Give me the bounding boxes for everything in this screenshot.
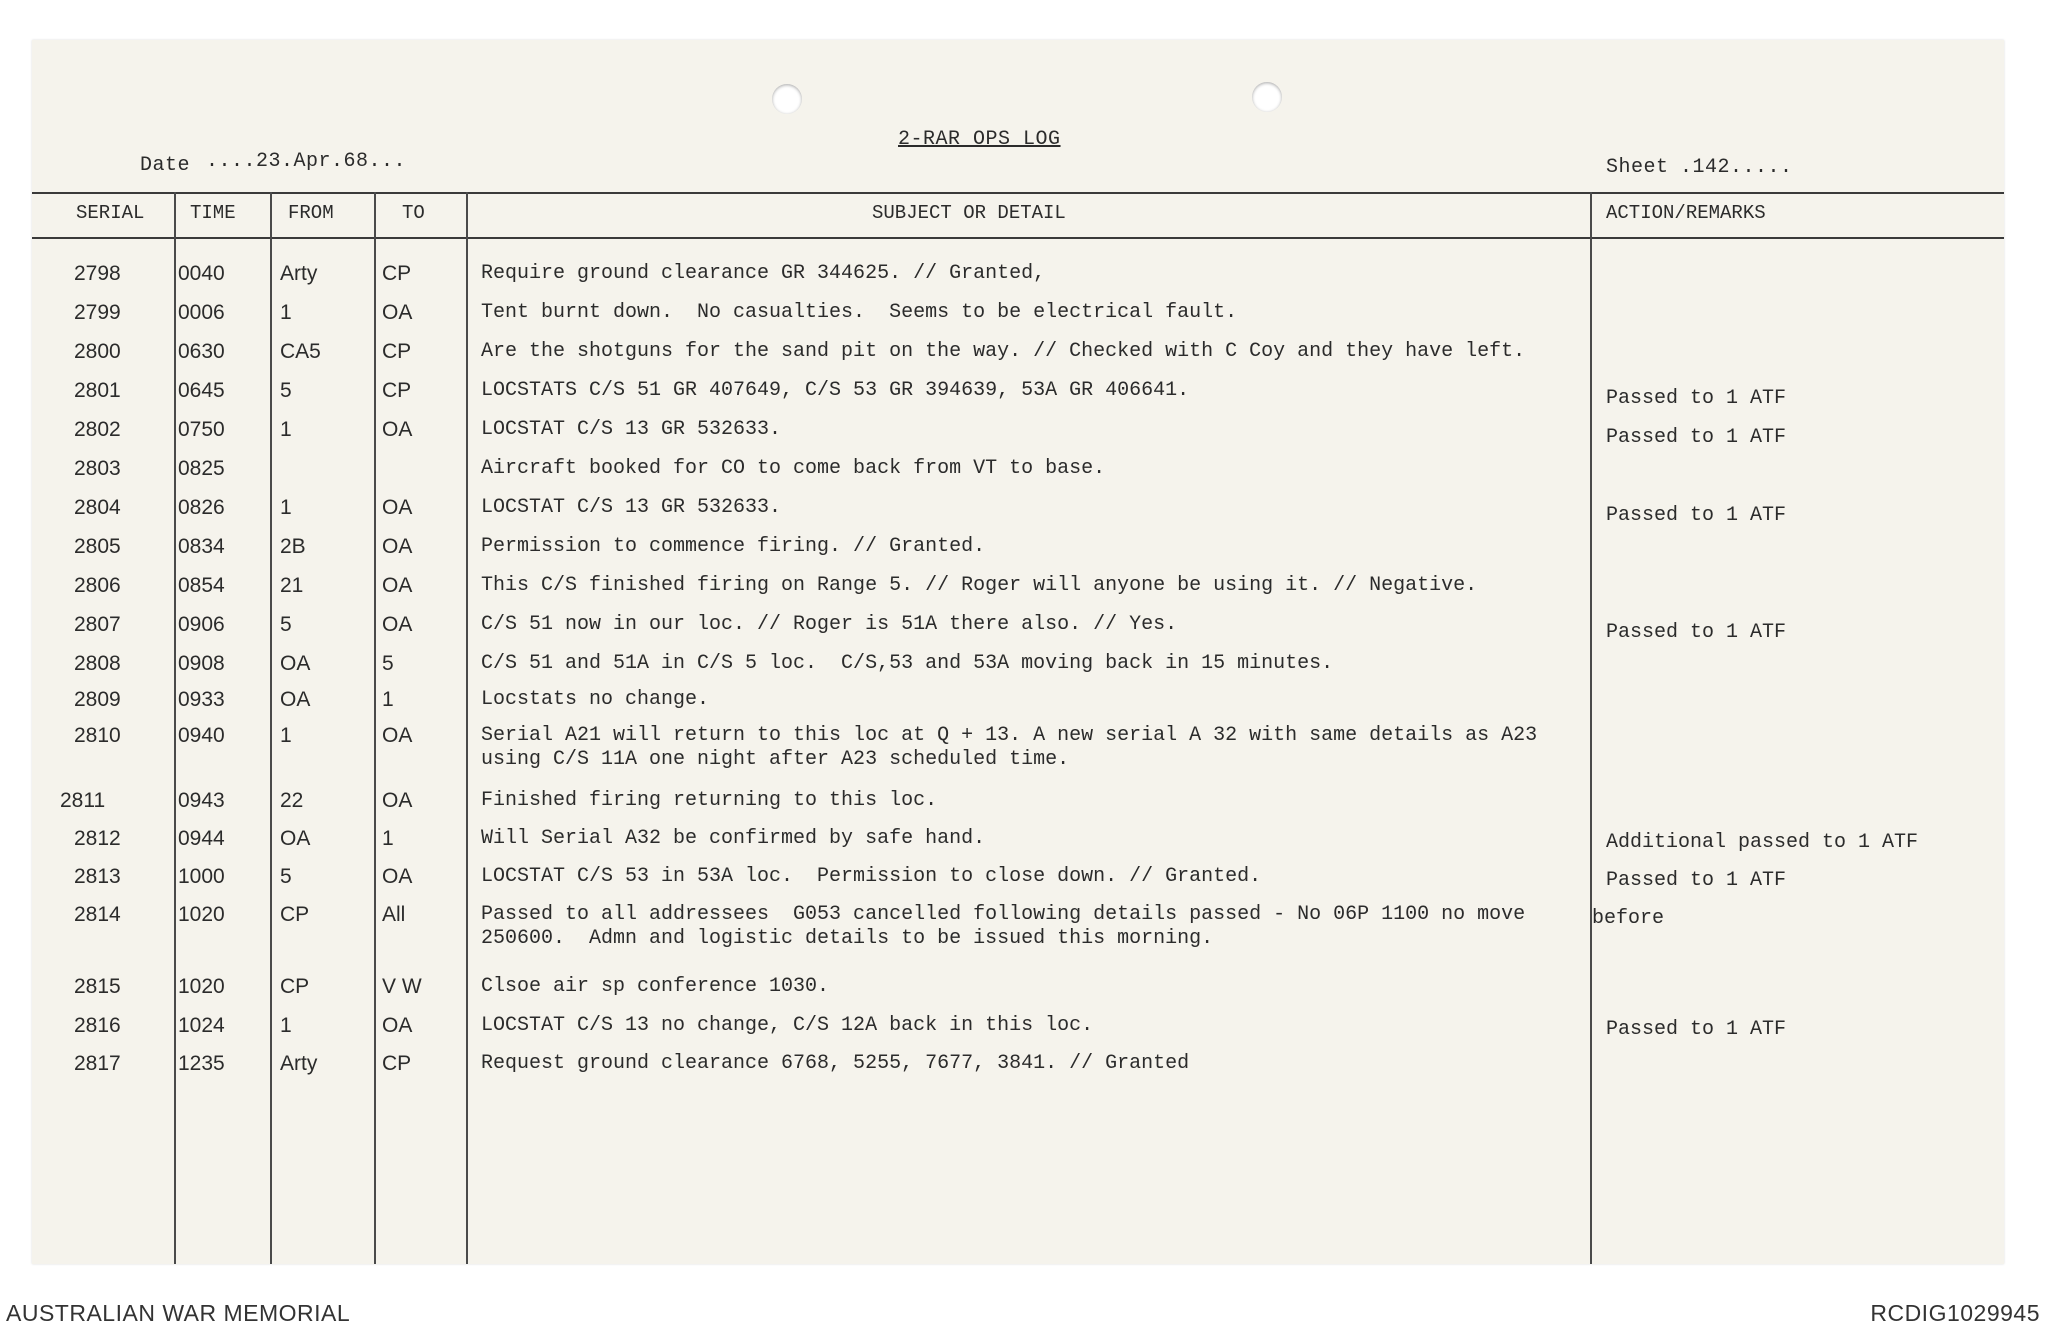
serial-cell: 2813 [74, 865, 121, 888]
subject-cell: Request ground clearance 6768, 5255, 7677, 3841. // Granted [481, 1052, 1190, 1075]
serial-cell: 2808 [74, 652, 121, 675]
action-cell: Passed to 1 ATF [1606, 869, 1787, 892]
header-top-rule [32, 192, 2004, 194]
to-cell: OA [382, 1014, 413, 1037]
serial-cell: 2817 [74, 1052, 121, 1075]
action-cell: Passed to 1 ATF [1606, 504, 1787, 527]
punch-hole-left [772, 84, 802, 114]
from-cell: Arty [280, 1052, 318, 1075]
date-label: Date [140, 154, 191, 177]
serial-cell: 2816 [74, 1014, 121, 1037]
from-cell: 1 [280, 1014, 292, 1037]
subject-cell: Locstats no change. [481, 688, 710, 711]
subject-cell: Passed to all addressees G053 cancelled following details passed - No 06P 1100 no move 250600. Admn and logistic details to be issued this morning. [481, 903, 1526, 950]
time-cell: 0906 [178, 613, 225, 636]
divider-from-to [374, 192, 376, 1264]
subject-cell: Clsoe air sp conference 1030. [481, 975, 830, 998]
from-cell: CA5 [280, 340, 321, 363]
serial-cell: 2810 [74, 724, 121, 747]
to-cell: V W [382, 975, 422, 998]
subject-cell: Require ground clearance GR 344625. // Granted, [481, 262, 1046, 285]
time-cell: 0645 [178, 379, 225, 402]
to-cell: 1 [382, 688, 394, 711]
to-cell: CP [382, 379, 412, 402]
from-cell: 22 [280, 789, 304, 812]
to-cell: CP [382, 262, 412, 285]
from-cell: 2B [280, 535, 306, 558]
action-cell: before [1592, 907, 1665, 930]
from-cell: OA [280, 688, 311, 711]
time-cell: 0834 [178, 535, 225, 558]
col-action-header: ACTION/REMARKS [1606, 202, 1766, 224]
serial-cell: 2807 [74, 613, 121, 636]
subject-cell: Permission to commence firing. // Granted. [481, 535, 986, 558]
time-cell: 1235 [178, 1052, 225, 1075]
serial-cell: 2804 [74, 496, 121, 519]
action-cell: Passed to 1 ATF [1606, 621, 1787, 644]
to-cell: 5 [382, 652, 394, 675]
to-cell: OA [382, 418, 413, 441]
to-cell: OA [382, 301, 413, 324]
divider-time-from [270, 192, 272, 1264]
time-cell: 1020 [178, 903, 225, 926]
sheet-value: .142..... [1680, 156, 1793, 179]
time-cell: 0933 [178, 688, 225, 711]
divider-serial-time [174, 192, 176, 1264]
action-cell: Additional passed to 1 ATF [1606, 831, 1919, 854]
log-title: 2-RAR OPS LOG [898, 128, 1061, 151]
col-to-header: TO [402, 202, 425, 224]
subject-cell: Will Serial A32 be confirmed by safe hand. [481, 827, 986, 850]
from-cell: 5 [280, 379, 292, 402]
subject-cell: C/S 51 now in our loc. // Roger is 51A there also. // Yes. [481, 613, 1178, 636]
time-cell: 0908 [178, 652, 225, 675]
col-serial-header: SERIAL [76, 202, 145, 224]
serial-cell: 2809 [74, 688, 121, 711]
action-cell: Passed to 1 ATF [1606, 1018, 1787, 1041]
to-cell: CP [382, 340, 412, 363]
time-cell: 1000 [178, 865, 225, 888]
from-cell: 5 [280, 865, 292, 888]
to-cell: OA [382, 724, 413, 747]
subject-cell: Aircraft booked for CO to come back from VT to base. [481, 457, 1106, 480]
serial-cell: 2803 [74, 457, 121, 480]
action-cell: Passed to 1 ATF [1606, 387, 1787, 410]
punch-hole-right [1252, 82, 1282, 112]
from-cell: 1 [280, 724, 292, 747]
subject-cell: LOCSTAT C/S 13 no change, C/S 12A back in this loc. [481, 1014, 1094, 1037]
from-cell: 5 [280, 613, 292, 636]
serial-cell: 2805 [74, 535, 121, 558]
from-cell: CP [280, 975, 310, 998]
serial-cell: 2811 [60, 789, 106, 812]
subject-cell: Are the shotguns for the sand pit on the way. // Checked with C Coy and they have left. [481, 340, 1526, 363]
time-cell: 1024 [178, 1014, 225, 1037]
to-cell: OA [382, 535, 413, 558]
time-cell: 0854 [178, 574, 225, 597]
date-value: ....23.Apr.68... [206, 150, 407, 173]
serial-cell: 2802 [74, 418, 121, 441]
from-cell: 1 [280, 496, 292, 519]
to-cell: OA [382, 496, 413, 519]
from-cell: 1 [280, 418, 292, 441]
time-cell: 0940 [178, 724, 225, 747]
footer-credit: AUSTRALIAN WAR MEMORIAL [6, 1300, 351, 1326]
to-cell: All [382, 903, 406, 926]
header-bottom-rule [32, 237, 2004, 239]
subject-cell: LOCSTATS C/S 51 GR 407649, C/S 53 GR 394639, 53A GR 406641. [481, 379, 1190, 402]
time-cell: 0943 [178, 789, 225, 812]
col-time-header: TIME [190, 202, 236, 224]
from-cell: 1 [280, 301, 292, 324]
from-cell: Arty [280, 262, 318, 285]
serial-cell: 2806 [74, 574, 121, 597]
serial-cell: 2814 [74, 903, 121, 926]
to-cell: 1 [382, 827, 394, 850]
footer-id: RCDIG1029945 [1870, 1300, 2040, 1326]
to-cell: OA [382, 613, 413, 636]
serial-cell: 2815 [74, 975, 121, 998]
time-cell: 0630 [178, 340, 225, 363]
time-cell: 0040 [178, 262, 225, 285]
to-cell: OA [382, 574, 413, 597]
subject-cell: LOCSTAT C/S 53 in 53A loc. Permission to close down. // Granted. [481, 865, 1262, 888]
to-cell: CP [382, 1052, 412, 1075]
serial-cell: 2799 [74, 301, 121, 324]
time-cell: 0825 [178, 457, 225, 480]
col-subject-header: SUBJECT OR DETAIL [872, 202, 1066, 224]
subject-cell: LOCSTAT C/S 13 GR 532633. [481, 496, 782, 519]
divider-to-subject [466, 192, 468, 1264]
subject-cell: LOCSTAT C/S 13 GR 532633. [481, 418, 782, 441]
serial-cell: 2800 [74, 340, 121, 363]
time-cell: 0944 [178, 827, 225, 850]
time-cell: 0006 [178, 301, 225, 324]
col-from-header: FROM [288, 202, 334, 224]
to-cell: OA [382, 789, 413, 812]
sheet-label: Sheet [1606, 156, 1669, 179]
from-cell: OA [280, 652, 311, 675]
serial-cell: 2812 [74, 827, 121, 850]
time-cell: 0826 [178, 496, 225, 519]
log-sheet [32, 40, 2004, 1264]
from-cell: OA [280, 827, 311, 850]
serial-cell: 2798 [74, 262, 121, 285]
to-cell: OA [382, 865, 413, 888]
subject-cell: Tent burnt down. No casualties. Seems to be electrical fault. [481, 301, 1238, 324]
serial-cell: 2801 [74, 379, 121, 402]
time-cell: 1020 [178, 975, 225, 998]
subject-cell: Serial A21 will return to this loc at Q + 13. A new serial A 32 with same details as A23 using C/S 11A one night after A23 scheduled time. [481, 724, 1538, 771]
time-cell: 0750 [178, 418, 225, 441]
from-cell: CP [280, 903, 310, 926]
action-cell: Passed to 1 ATF [1606, 426, 1787, 449]
subject-cell: Finished firing returning to this loc. [481, 789, 938, 812]
subject-cell: This C/S finished firing on Range 5. // Roger will anyone be using it. // Negative. [481, 574, 1478, 597]
from-cell: 21 [280, 574, 304, 597]
subject-cell: C/S 51 and 51A in C/S 5 loc. C/S,53 and 53A moving back in 15 minutes. [481, 652, 1334, 675]
